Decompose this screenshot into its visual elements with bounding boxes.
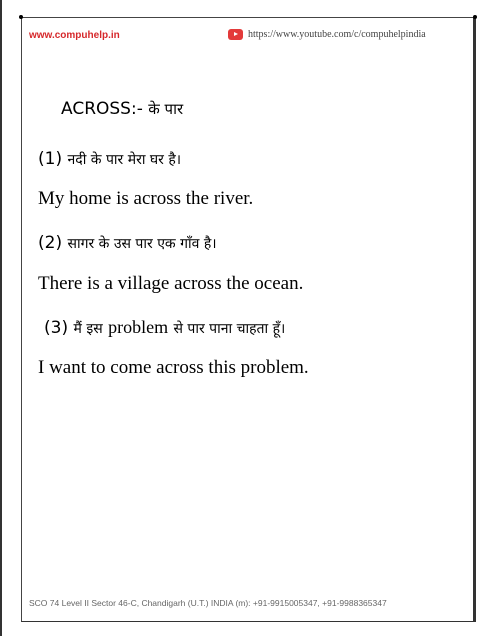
example-3-english: I want to come across this problem. <box>38 357 309 378</box>
example-2-hindi <box>38 233 217 253</box>
left-rule <box>0 0 2 636</box>
heading-meaning: के पार <box>148 100 184 118</box>
page-title <box>61 99 183 119</box>
example-2-english: There is a village across the ocean. <box>38 273 304 294</box>
hindi-sentence-start: मैं इस <box>73 321 103 337</box>
hindi-sentence-end: से पार पाना चाहता हूँ। <box>173 321 286 337</box>
hindi-sentence: सागर के उस पार एक गाँव है। <box>67 236 217 252</box>
youtube-url: https://www.youtube.com/c/compuhelpindia <box>248 29 426 40</box>
example-1-hindi <box>38 149 181 169</box>
heading-word: ACROSS <box>61 99 131 119</box>
example-number: (1) <box>38 149 63 169</box>
website-url <box>29 30 120 41</box>
site-suffix: .in <box>108 30 120 41</box>
example-number: (3) <box>44 318 69 338</box>
example-3-hindi <box>44 317 285 338</box>
heading-separator: :- <box>130 99 143 119</box>
footer-address: SCO 74 Level II Sector 46-C, Chandigarh (U.T.) INDIA (m): +91-9915005347, +91-9988365347 <box>29 598 387 608</box>
corner-handle[interactable] <box>473 15 477 19</box>
youtube-link <box>228 29 426 40</box>
site-prefix: www.compu <box>29 30 88 41</box>
site-mid: help <box>87 30 109 41</box>
corner-handle[interactable] <box>19 15 23 19</box>
english-word: problem <box>108 317 169 337</box>
hindi-sentence: नदी के पार मेरा घर है। <box>67 152 182 168</box>
youtube-icon <box>228 29 243 40</box>
example-number: (2) <box>38 233 63 253</box>
example-1-english: My home is across the river. <box>38 188 254 209</box>
